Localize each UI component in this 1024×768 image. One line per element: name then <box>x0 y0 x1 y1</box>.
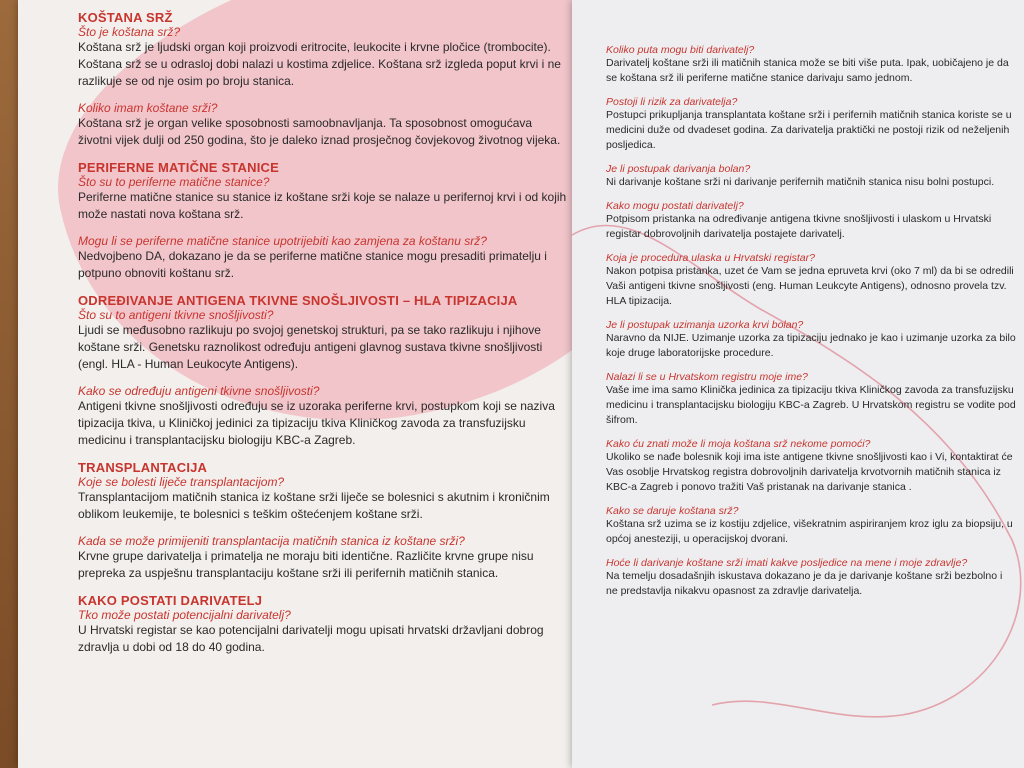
left-column <box>78 10 568 667</box>
qa-block <box>606 557 1016 599</box>
section-heading: PERIFERNE MATIČNE STANICE <box>78 160 279 175</box>
question-text: Mogu li se periferne matične stanice upotrijebiti kao zamjena za koštanu srž? <box>78 234 487 248</box>
question-text: Koje se bolesti liječe transplantacijom? <box>78 475 285 489</box>
answer-text: Naravno da NIJE. Uzimanje uzorka za tipizaciju jednako je kao i uzimanje uzorka za bilo koje druge laboratorijske procedure. <box>606 332 1016 359</box>
answer-text: Krvne grupe darivatelja i primatelja ne moraju biti identične. Različite krvne grupe nisu prepreka za uspješnu transplantaciju koštane srži ili perifernih matičnih stanica. <box>78 549 534 580</box>
section-heading: TRANSPLANTACIJA <box>78 460 208 475</box>
answer-text: Na temelju dosadašnjih iskustava dokazano je da je darivanje koštane srži bezbolno i ne predstavlja nikakvu opasnost za zdravlje darivatelja. <box>606 570 1003 597</box>
qa-block <box>606 252 1016 309</box>
answer-text: Ukoliko se nađe bolesnik koji ima iste antigene tkivne snošljivosti kao i Vi, kontaktirat će Vas osoblje Hrvatskog registra dobrovoljnih darivatelja krvotvornih matičnih stanica iz KBC-a Zagreb i ponovo tražiti Vaš pristanak na darivanje stanica . <box>606 451 1013 493</box>
answer-text: Ni darivanje koštane srži ni darivanje perifernih matičnih stanica nisu bolni postupci. <box>606 176 995 188</box>
section-heading: KOŠTANA SRŽ <box>78 10 173 25</box>
qa-block <box>78 25 568 90</box>
qa-block <box>606 371 1016 428</box>
qa-block <box>606 438 1016 495</box>
question-text: Koja je procedura ulaska u Hrvatski registar? <box>606 252 815 264</box>
qa-block <box>78 384 568 449</box>
answer-text: Koštana srž je organ velike sposobnosti samoobnavljanja. Ta sposobnost omogućava životni vijek dulji od 250 godina, što je daleko iznad prosječnog čovjekovog životnog vijeka. <box>78 116 561 147</box>
question-text: Kada se može primijeniti transplantacija matičnih stanica iz koštane srži? <box>78 534 465 548</box>
table-surface-left <box>0 0 20 768</box>
question-text: Tko može postati potencijalni darivatelj? <box>78 608 291 622</box>
left-page <box>18 0 576 768</box>
question-text: Što je koštana srž? <box>78 25 181 39</box>
qa-block <box>606 319 1016 361</box>
question-text: Koliko imam koštane srži? <box>78 101 218 115</box>
answer-text: Koštana srž je ljudski organ koji proizvodi eritrocite, leukocite i krvne pločice (trombocite). Koštana srž se u odrasloj dobi nalazi u kostima zdjelice. Koštana srž izgleda poput krvi i ne razlikuje se od nje osim po broju stanica. <box>78 40 561 88</box>
qa-block <box>606 44 1016 86</box>
answer-text: Darivatelj koštane srži ili matičnih stanica može se biti više puta. Ipak, uobičajeno je da se koštana srž ili periferne matične stanice darivaju samo jednom. <box>606 57 1009 84</box>
question-text: Je li postupak uzimanja uzorka krvi bolan? <box>606 319 804 331</box>
question-text: Kako se određuju antigeni tkivne snošljivosti? <box>78 384 320 398</box>
qa-block <box>78 534 568 582</box>
question-text: Što su to periferne matične stanice? <box>78 175 270 189</box>
answer-text: U Hrvatski registar se kao potencijalni darivatelji mogu upisati hrvatski državljani dobrog zdravlja u dobi od 18 do 40 godina. <box>78 623 544 654</box>
qa-block <box>78 234 568 282</box>
qa-block <box>606 96 1016 153</box>
answer-text: Koštana srž uzima se iz kostiju zdjelice, višekratnim aspiriranjem kroz iglu za biopsiju, u općoj anesteziji, u operacijskoj dvorani. <box>606 518 1013 545</box>
answer-text: Transplantacijom matičnih stanica iz koštane srži liječe se bolesnici s akutnim i kroničnim oblikom leukemije, te bolesnici s teškim oštećenjem koštane srži. <box>78 490 550 521</box>
question-text: Hoće li darivanje koštane srži imati kakve posljedice na mene i moje zdravlje? <box>606 557 968 569</box>
qa-block <box>78 608 568 656</box>
answer-text: Nedvojbeno DA, dokazano je da se periferne matične stanice mogu presaditi primatelju i potpuno obnoviti koštanu srž. <box>78 249 547 280</box>
section-heading: KAKO POSTATI DARIVATELJ <box>78 593 263 608</box>
question-text: Kako mogu postati darivatelj? <box>606 200 744 212</box>
qa-block <box>606 505 1016 547</box>
question-text: Kako ću znati može li moja koštana srž nekome pomoći? <box>606 438 871 450</box>
question-text: Nalazi li se u Hrvatskom registru moje ime? <box>606 371 808 383</box>
answer-text: Nakon potpisa pristanka, uzet će Vam se jedna epruveta krvi (oko 7 ml) da bi se odredili Vaši antigeni tkivne snošljivosti (eng. Human Leukcyte Antigens), odnosno provela tzv. HLA tipizacija. <box>606 265 1014 307</box>
answer-text: Potpisom pristanka na određivanje antigena tkivne snošljivosti i ulaskom u Hrvatski registar dobrovoljnih darivatelja postajete darivatelj. <box>606 213 992 240</box>
question-text: Što su to antigeni tkivne snošljivosti? <box>78 308 274 322</box>
question-text: Kako se daruje koštana srž? <box>606 505 739 517</box>
right-column <box>606 44 1016 609</box>
section-heading: ODREĐIVANJE ANTIGENA TKIVNE SNOŠLJIVOSTI – HLA TIPIZACIJA <box>78 293 518 308</box>
answer-text: Ljudi se međusobno razlikuju po svojoj genetskoj strukturi, pa se tako razlikuju i njihove koštane srži. Genetsku raznolikost određuju antigeni glavnog sustava tkivne snošljivosti (engl. HLA - Human Leukocyte Antigens). <box>78 323 543 371</box>
qa-block <box>78 308 568 373</box>
qa-block <box>78 175 568 223</box>
answer-text: Antigeni tkivne snošljivosti određuju se iz uzoraka periferne krvi, postupkom koji se naziva tipizacija tkiva, u Kliničkoj jedinici za tipizaciju tkiva Kliničkog zavoda za transfuzijsku medicinu i transplantacijsku biologiju KBC-a Zagreb. <box>78 399 555 447</box>
answer-text: Periferne matične stanice su stanice iz koštane srži koje se nalaze u perifernoj krvi i od kojih može nastati nova koštana srž. <box>78 190 567 221</box>
answer-text: Vaše ime ima samo Klinička jedinica za tipizaciju tkiva Kliničkog zavoda za transfuzijsku medicinu i transplantacijsku biologiju KBC-a Zagreb. U Hrvatskom registru se vodite pod šifrom. <box>606 384 1016 426</box>
right-page <box>572 0 1024 768</box>
question-text: Je li postupak darivanja bolan? <box>606 163 751 175</box>
question-text: Postoji li rizik za darivatelja? <box>606 96 738 108</box>
qa-block <box>606 163 1016 190</box>
qa-block <box>78 101 568 149</box>
question-text: Koliko puta mogu biti darivatelj? <box>606 44 755 56</box>
qa-block <box>606 200 1016 242</box>
answer-text: Postupci prikupljanja transplantata koštane srži i perifernih matičnih stanica koriste se u medicini duže od dvadeset godina. Za darivatelja praktički ne postoji rizik od neželjenih posljedica. <box>606 109 1012 151</box>
qa-block <box>78 475 568 523</box>
